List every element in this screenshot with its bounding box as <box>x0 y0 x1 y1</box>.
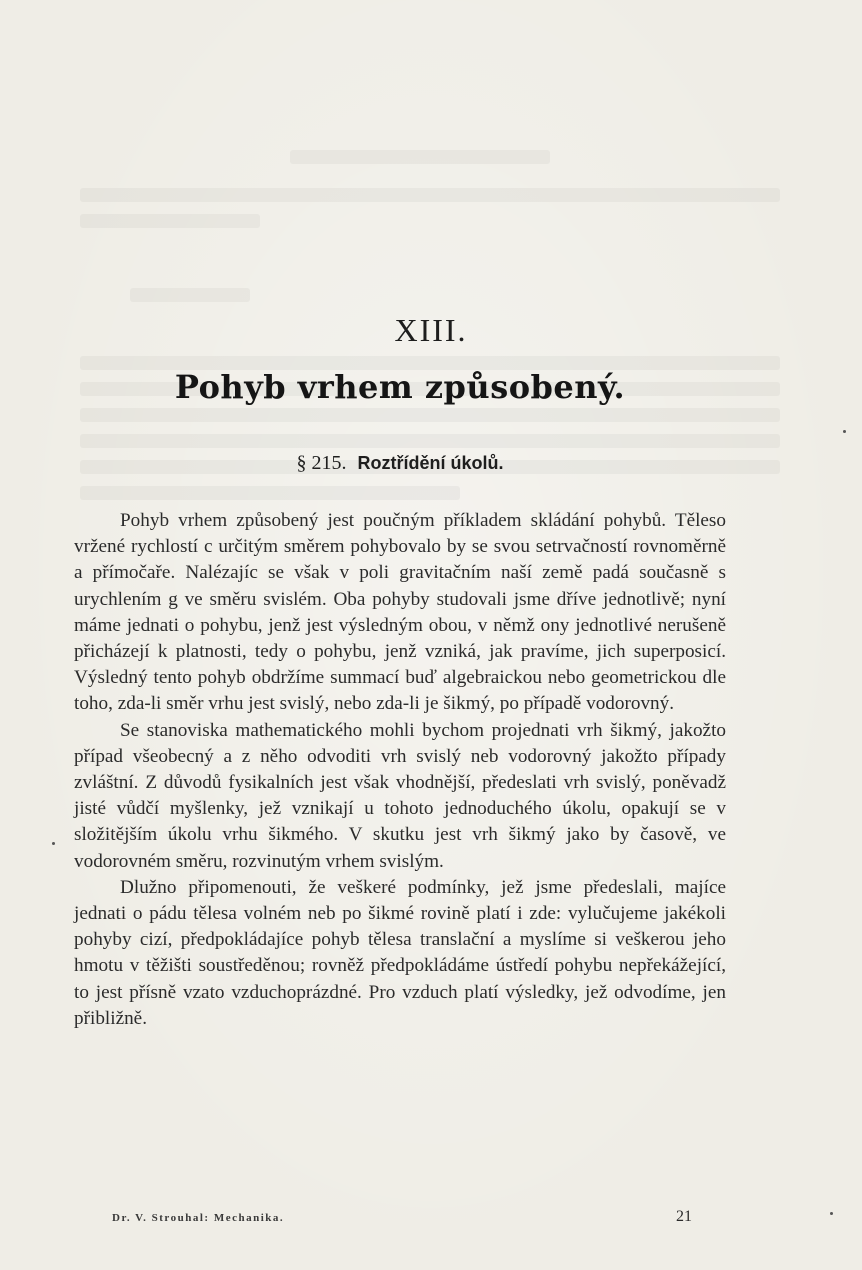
paragraph: Pohyb vrhem způsobený jest poučným příkladem skládání pohybů. Těleso vržené rychlostí c určitým směrem pohybovalo by se svou setrvačností rovnoměrně a přímočaře. Nalézajíc se však v poli gravitačním naší země padá současně s urychlením g ve směru svislém. Oba pohyby studovali jsme dříve jednotlivě; nyní máme jednati o pohybu, jenž jest výsledným obou, v němž ony jednotlivé nerušeně přicházejí k platnosti, tedy o pohybu, jenž vzniká, jak pravíme, jich superposicí. Výsledný tento pohyb obdržíme summací buď algebraickou nebo geometrickou dle toho, zda-li směr vrhu jest svislý, nebo zda-li je šikmý, po případě vodorovný. <box>74 510 726 715</box>
bleed-through <box>130 288 250 302</box>
margin-speck <box>843 430 846 433</box>
section-title: Roztřídění úkolů. <box>357 453 504 473</box>
bleed-through <box>80 188 780 202</box>
chapter-title: Pohyb vrhem způsobený. <box>174 368 626 406</box>
body-text <box>74 508 726 1032</box>
paragraph: Dlužno připomenouti, že veškeré podmínky, jež jsme předeslali, majíce jednati o pádu tělesa volném neb po šikmé rovině platí i zde: vylučujeme jakékoli pohyby cizí, předpokládajíce pohyb tělesa translační a myslíme si veškerou jeho hmotu v těžišti soustředěnou; rovněž předpokládáme ústředí pohybu nepřekážející, to jest přísně vzato vzduchoprázdné. Pro vzduch platí výsledky, jež odvodíme, jen přibližně. <box>74 876 726 1029</box>
margin-speck <box>830 1212 833 1215</box>
paragraph: Se stanoviska mathematického mohli bychom projednati vrh šikmý, jakožto případ všeobecný a z něho odvoditi vrh svislý neb vodorovný jakožto případy zvláštní. Z důvodů fysikalních jest však vhodnější, předeslati vrh svislý, poněvadž jisté vůdčí myšlenky, jež vznikají u tohoto jednoduchého úkolu, opakují se v složitějším úkolu vrhu šikmého. V skutku jest vrh šikmý jako by časově, ve vodorovném směru, rozvinutým vrhem svislým. <box>74 719 726 872</box>
section-number: § 215. <box>296 452 347 474</box>
margin-speck <box>52 842 55 845</box>
bleed-through <box>80 408 780 422</box>
page-number: 21 <box>676 1208 692 1225</box>
section-heading <box>0 452 800 475</box>
page-footer <box>112 1210 692 1232</box>
bleed-through <box>290 150 550 164</box>
bleed-through <box>80 214 260 228</box>
chapter-number: XIII. <box>394 312 468 348</box>
running-footer-author: Dr. V. Strouhal: Mechanika. <box>112 1212 285 1224</box>
bleed-through <box>80 434 780 448</box>
bleed-through <box>80 486 460 500</box>
